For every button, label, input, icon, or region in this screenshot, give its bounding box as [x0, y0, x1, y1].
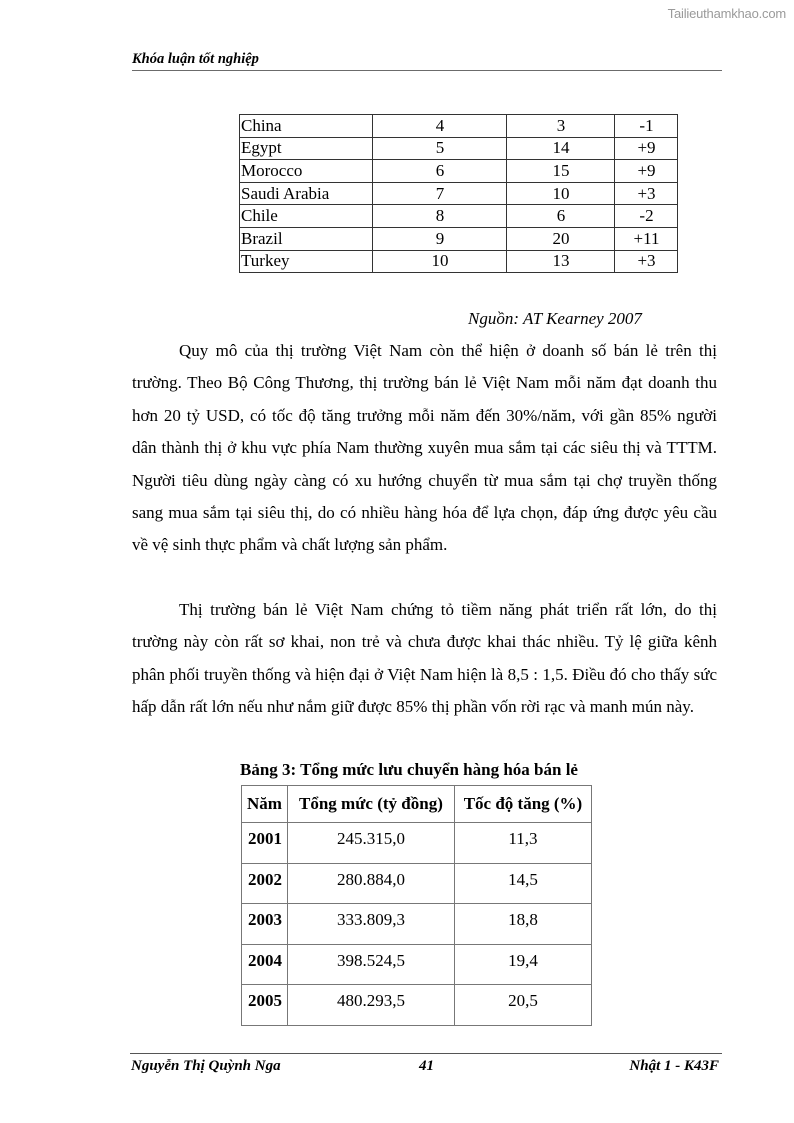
country-cell: Saudi Arabia	[240, 182, 373, 205]
paragraph-market-potential	[132, 594, 717, 724]
table-row	[242, 904, 592, 945]
table-row	[242, 823, 592, 864]
paragraph-market-scale	[132, 335, 717, 562]
growth-cell: 11,3	[454, 823, 591, 864]
table-row	[240, 182, 678, 205]
rank-change-cell: +9	[615, 160, 678, 183]
rank-prev-cell: 20	[507, 227, 615, 250]
rank-change-cell: -1	[615, 115, 678, 138]
column-header-growth: Tốc độ tăng (%)	[454, 786, 591, 823]
growth-cell: 14,5	[454, 863, 591, 904]
header-title: Khóa luận tốt nghiệp	[132, 51, 259, 67]
rank-2007-cell: 5	[373, 137, 507, 160]
rank-2007-cell: 6	[373, 160, 507, 183]
watermark: Tailieuthamkhao.com	[667, 6, 786, 21]
growth-cell: 19,4	[454, 944, 591, 985]
total-cell: 245.315,0	[287, 823, 454, 864]
country-cell: Brazil	[240, 227, 373, 250]
country-cell: Morocco	[240, 160, 373, 183]
total-cell: 333.809,3	[287, 904, 454, 945]
column-header-year: Năm	[242, 786, 288, 823]
growth-cell: 18,8	[454, 904, 591, 945]
rank-prev-cell: 10	[507, 182, 615, 205]
retail-turnover-table	[241, 785, 592, 1026]
rank-2007-cell: 4	[373, 115, 507, 138]
total-cell: 480.293,5	[287, 985, 454, 1026]
paragraph-text: Thị trường bán lẻ Việt Nam chứng tỏ tiềm năng phát triển rất lớn, do thị trường này còn rất sơ khai, non trẻ và chưa được khai thác nhiều. Tỷ lệ giữa kênh phân phối truyền thống và hiện đại ở Việt Nam hiện là 8,5 : 1,5. Điều đó cho thấy sức hấp dẫn rất lớn nếu như nắm giữ được 85% thị phần vốn rời rạc và manh mún này.	[132, 600, 717, 717]
rank-change-cell: +3	[615, 182, 678, 205]
table-row	[240, 227, 678, 250]
rank-prev-cell: 14	[507, 137, 615, 160]
total-cell: 398.524,5	[287, 944, 454, 985]
table-row	[242, 985, 592, 1026]
rank-2007-cell: 7	[373, 182, 507, 205]
rank-prev-cell: 15	[507, 160, 615, 183]
rank-prev-cell: 3	[507, 115, 615, 138]
table-source: Nguồn: AT Kearney 2007	[468, 309, 642, 328]
table-row	[240, 250, 678, 273]
country-cell: Egypt	[240, 137, 373, 160]
table-row	[240, 137, 678, 160]
page-header	[132, 50, 722, 71]
table-row	[240, 205, 678, 228]
rank-prev-cell: 13	[507, 250, 615, 273]
year-cell: 2002	[242, 863, 288, 904]
country-cell: Turkey	[240, 250, 373, 273]
country-cell: China	[240, 115, 373, 138]
year-cell: 2001	[242, 823, 288, 864]
rank-change-cell: +9	[615, 137, 678, 160]
rank-change-cell: +11	[615, 227, 678, 250]
year-cell: 2005	[242, 985, 288, 1026]
footer-class: Nhật 1 - K43F	[629, 1058, 719, 1074]
country-cell: Chile	[240, 205, 373, 228]
rank-prev-cell: 6	[507, 205, 615, 228]
rank-change-cell: +3	[615, 250, 678, 273]
rank-2007-cell: 10	[373, 250, 507, 273]
footer-author: Nguyễn Thị Quỳnh Nga	[131, 1058, 281, 1074]
rank-2007-cell: 9	[373, 227, 507, 250]
footer-divider	[130, 1053, 722, 1054]
table-caption: Bảng 3: Tổng mức lưu chuyển hàng hóa bán lẻ	[240, 760, 578, 779]
table-row	[240, 160, 678, 183]
table-row	[240, 115, 678, 138]
column-header-total: Tổng mức (tỷ đồng)	[287, 786, 454, 823]
year-cell: 2003	[242, 904, 288, 945]
table-header-row	[242, 786, 592, 823]
rank-2007-cell: 8	[373, 205, 507, 228]
ranking-table	[239, 114, 678, 273]
table-row	[242, 863, 592, 904]
growth-cell: 20,5	[454, 985, 591, 1026]
paragraph-text: Quy mô của thị trường Việt Nam còn thể hiện ở doanh số bán lẻ trên thị trường. Theo Bộ Công Thương, thị trường bán lẻ Việt Nam mỗi năm đạt doanh thu hơn 20 tỷ USD, có tốc độ tăng trưởng mỗi năm đến 30%/năm, với gần 85% người dân thành thị ở khu vực phía Nam thường xuyên mua sắm tại các siêu thị và TTTM. Người tiêu dùng ngày càng có xu hướng chuyển từ mua sắm tại chợ truyền thống sang mua sắm tại siêu thị, do có nhiều hàng hóa để lựa chọn, đáp ứng được yêu cầu về vệ sinh thực phẩm và chất lượng sản phẩm.	[132, 341, 717, 555]
table-row	[242, 944, 592, 985]
page-number: 41	[419, 1058, 434, 1074]
year-cell: 2004	[242, 944, 288, 985]
total-cell: 280.884,0	[287, 863, 454, 904]
rank-change-cell: -2	[615, 205, 678, 228]
